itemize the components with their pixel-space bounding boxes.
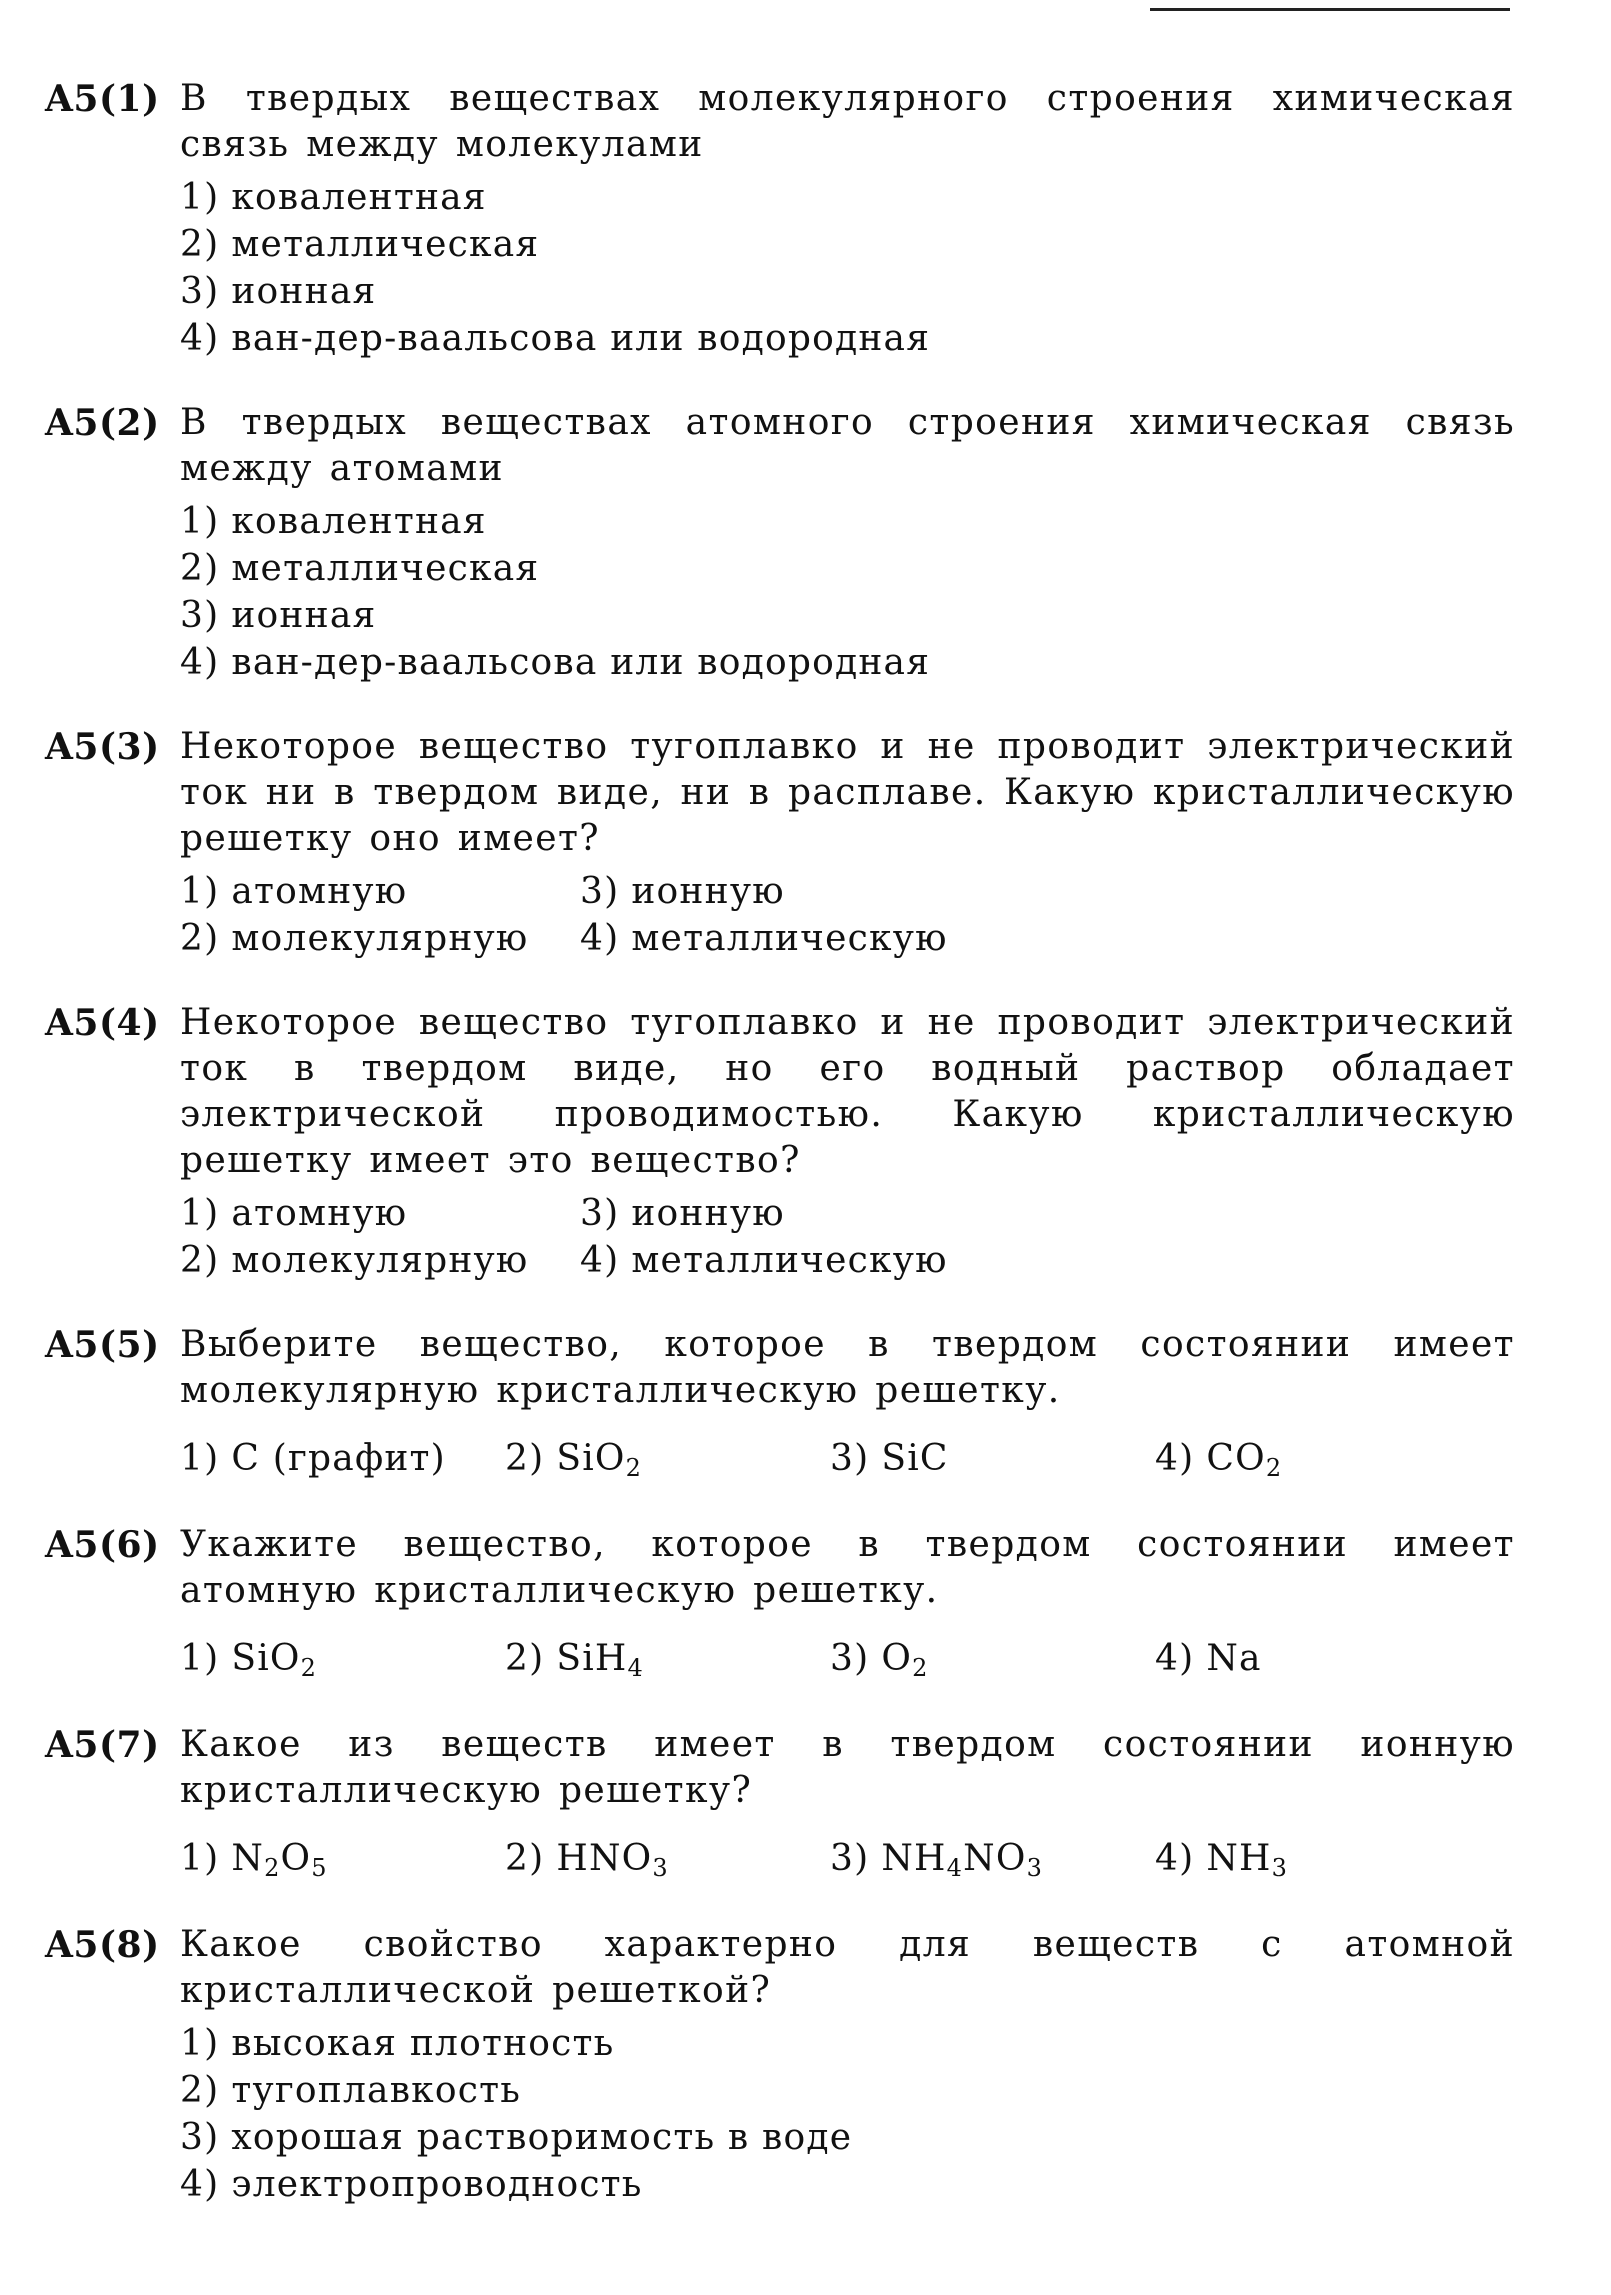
question-body	[180, 1922, 1515, 2208]
option-number: 4)	[180, 642, 220, 683]
answer-option	[580, 1237, 980, 1284]
question-body	[180, 1000, 1515, 1284]
option-text: молекулярную	[231, 1240, 529, 1281]
answer-option	[180, 1434, 505, 1484]
option-text: ионную	[631, 871, 785, 912]
answer-option	[180, 1190, 580, 1237]
option-text: высокая плотность	[231, 2023, 615, 2064]
option-number: 4)	[1155, 1638, 1195, 1679]
question-text: Какое из веществ имеет в твердом состоянии ионную кристаллическую решетку?	[180, 1724, 1515, 1811]
question-text: В твердых веществах атомного строения химическая связь между атомами	[180, 402, 1515, 489]
answer-option	[180, 1237, 580, 1284]
option-number: 2)	[505, 1638, 545, 1679]
formula-text: O	[881, 1638, 913, 1679]
option-text: ионная	[231, 595, 377, 636]
answer-option	[830, 1434, 1155, 1484]
question-number: A5(7)	[45, 1724, 160, 1766]
option-number: 1)	[180, 1438, 220, 1479]
formula-text: C (графит)	[231, 1438, 446, 1479]
option-number: 4)	[1155, 1838, 1195, 1879]
question-block	[45, 1722, 1515, 1884]
question-text: Некоторое вещество тугоплавко и не проводит электрический ток в твердом виде, но его водный раствор обладает электрической проводимостью. Какую кристаллическую решетку имеет это вещество?	[180, 1002, 1515, 1181]
option-text: молекулярную	[231, 918, 529, 959]
question-block	[45, 1000, 1515, 1284]
question-block	[45, 76, 1515, 362]
formula-text: O	[280, 1838, 312, 1879]
formula-text: Na	[1206, 1638, 1262, 1679]
answer-option	[1155, 1634, 1480, 1684]
option-number: 1)	[180, 177, 220, 218]
answer-option	[580, 868, 980, 915]
answer-option	[180, 1634, 505, 1684]
answer-options	[180, 174, 1515, 362]
option-text: ионная	[231, 271, 377, 312]
answer-option	[180, 315, 1515, 362]
answer-option	[505, 1834, 830, 1884]
option-number: 3)	[830, 1838, 870, 1879]
question-block	[45, 1922, 1515, 2208]
answer-option	[180, 915, 580, 962]
formula-subscript: 2	[1265, 1454, 1283, 1482]
formula-subscript: 3	[1026, 1854, 1044, 1882]
option-text: атомную	[231, 1193, 408, 1234]
answer-options	[180, 498, 1515, 686]
formula-text: SiO	[556, 1438, 626, 1479]
formula-subscript: 2	[625, 1454, 643, 1482]
answer-option	[1155, 1834, 1480, 1884]
answer-option	[505, 1434, 830, 1484]
answer-option	[180, 2020, 1515, 2067]
answer-options	[180, 1434, 1515, 1484]
question-block	[45, 1522, 1515, 1684]
answer-option	[180, 2067, 1515, 2114]
answer-option	[830, 1834, 1155, 1884]
answer-option	[1155, 1434, 1480, 1484]
option-text: ковалентная	[231, 177, 487, 218]
question-number: A5(5)	[45, 1324, 160, 1366]
question-body	[180, 724, 1515, 962]
answer-option	[180, 221, 1515, 268]
question-page	[45, 76, 1515, 2246]
question-body	[180, 76, 1515, 362]
answer-option	[180, 2161, 1515, 2208]
answer-option	[180, 174, 1515, 221]
question-body	[180, 400, 1515, 686]
option-number: 2)	[505, 1838, 545, 1879]
option-text: тугоплавкость	[231, 2070, 522, 2111]
answer-option	[580, 915, 980, 962]
question-text: Выберите вещество, которое в твердом состоянии имеет молекулярную кристаллическую решетку.	[180, 1324, 1515, 1411]
option-number: 4)	[180, 318, 220, 359]
formula-subscript: 4	[946, 1854, 964, 1882]
answer-option	[180, 545, 1515, 592]
formula-text: HNO	[556, 1838, 653, 1879]
option-text: ионную	[631, 1193, 785, 1234]
option-text: металлическая	[231, 548, 540, 589]
question-body	[180, 1722, 1515, 1884]
question-number: A5(3)	[45, 726, 160, 768]
question-number: A5(6)	[45, 1524, 160, 1566]
answer-option	[580, 1190, 980, 1237]
formula-text: N	[231, 1838, 265, 1879]
answer-options	[180, 868, 1515, 962]
formula-subscript: 2	[300, 1654, 318, 1682]
formula-subscript: 3	[652, 1854, 669, 1882]
option-number: 1)	[180, 501, 220, 542]
answer-option	[505, 1634, 830, 1684]
formula-text: NO	[963, 1838, 1027, 1879]
formula-text: SiH	[556, 1638, 628, 1679]
option-number: 1)	[180, 871, 220, 912]
formula-text: CO	[1206, 1438, 1266, 1479]
option-text: хорошая растворимость в воде	[231, 2117, 853, 2158]
option-text: металлическую	[631, 1240, 948, 1281]
answer-option	[830, 1634, 1155, 1684]
question-body	[180, 1322, 1515, 1484]
formula-subscript: 4	[627, 1654, 645, 1682]
formula-subscript: 2	[912, 1654, 929, 1682]
option-number: 3)	[180, 2117, 220, 2158]
question-block	[45, 400, 1515, 686]
answer-option	[180, 268, 1515, 315]
option-number: 1)	[180, 1638, 220, 1679]
option-number: 1)	[180, 1193, 220, 1234]
option-number: 1)	[180, 2023, 220, 2064]
option-text: атомную	[231, 871, 408, 912]
answer-option	[180, 639, 1515, 686]
question-text: В твердых веществах молекулярного строения химическая связь между молекулами	[180, 78, 1515, 165]
question-number: A5(8)	[45, 1924, 160, 1966]
answer-options	[180, 1190, 1515, 1284]
option-number: 2)	[180, 224, 220, 265]
option-number: 3)	[830, 1638, 870, 1679]
option-number: 2)	[180, 548, 220, 589]
option-number: 3)	[580, 871, 620, 912]
question-block	[45, 1322, 1515, 1484]
option-number: 3)	[180, 271, 220, 312]
answer-option	[180, 2114, 1515, 2161]
option-number: 2)	[505, 1438, 545, 1479]
question-block	[45, 724, 1515, 962]
formula-subscript: 2	[264, 1854, 281, 1882]
question-number: A5(2)	[45, 402, 160, 444]
formula-subscript: 5	[311, 1854, 328, 1882]
question-text: Некоторое вещество тугоплавко и не проводит электрический ток ни в твердом виде, ни в расплаве. Какую кристаллическую решетку оно имеет?	[180, 726, 1515, 859]
answer-option	[180, 592, 1515, 639]
option-number: 4)	[1155, 1438, 1195, 1479]
option-text: ковалентная	[231, 501, 487, 542]
answer-options	[180, 1634, 1515, 1684]
answer-option	[180, 868, 580, 915]
question-number: A5(1)	[45, 78, 160, 120]
option-number: 4)	[180, 2164, 220, 2205]
option-text: металлическую	[631, 918, 948, 959]
formula-text: NH	[1206, 1838, 1272, 1879]
formula-text: SiO	[231, 1638, 301, 1679]
answer-options	[180, 1834, 1515, 1884]
question-text: Укажите вещество, которое в твердом состоянии имеет атомную кристаллическую решетку.	[180, 1524, 1515, 1611]
option-number: 2)	[180, 918, 220, 959]
answer-option	[180, 498, 1515, 545]
header-rule	[1150, 8, 1510, 11]
option-text: ван-дер-ваальсова или водородная	[231, 642, 931, 683]
option-number: 1)	[180, 1838, 220, 1879]
formula-text: SiC	[881, 1438, 949, 1479]
option-text: электропроводность	[231, 2164, 643, 2205]
option-number: 4)	[580, 1240, 620, 1281]
question-body	[180, 1522, 1515, 1684]
formula-subscript: 3	[1271, 1854, 1289, 1882]
option-number: 4)	[580, 918, 620, 959]
option-text: металлическая	[231, 224, 540, 265]
option-number: 3)	[580, 1193, 620, 1234]
option-number: 2)	[180, 2070, 220, 2111]
answer-option	[180, 1834, 505, 1884]
option-number: 3)	[180, 595, 220, 636]
question-number: A5(4)	[45, 1002, 160, 1044]
question-text: Какое свойство характерно для веществ с атомной кристаллической решеткой?	[180, 1924, 1515, 2011]
formula-text: NH	[881, 1838, 947, 1879]
option-text: ван-дер-ваальсова или водородная	[231, 318, 931, 359]
option-number: 3)	[830, 1438, 870, 1479]
option-number: 2)	[180, 1240, 220, 1281]
answer-options	[180, 2020, 1515, 2208]
